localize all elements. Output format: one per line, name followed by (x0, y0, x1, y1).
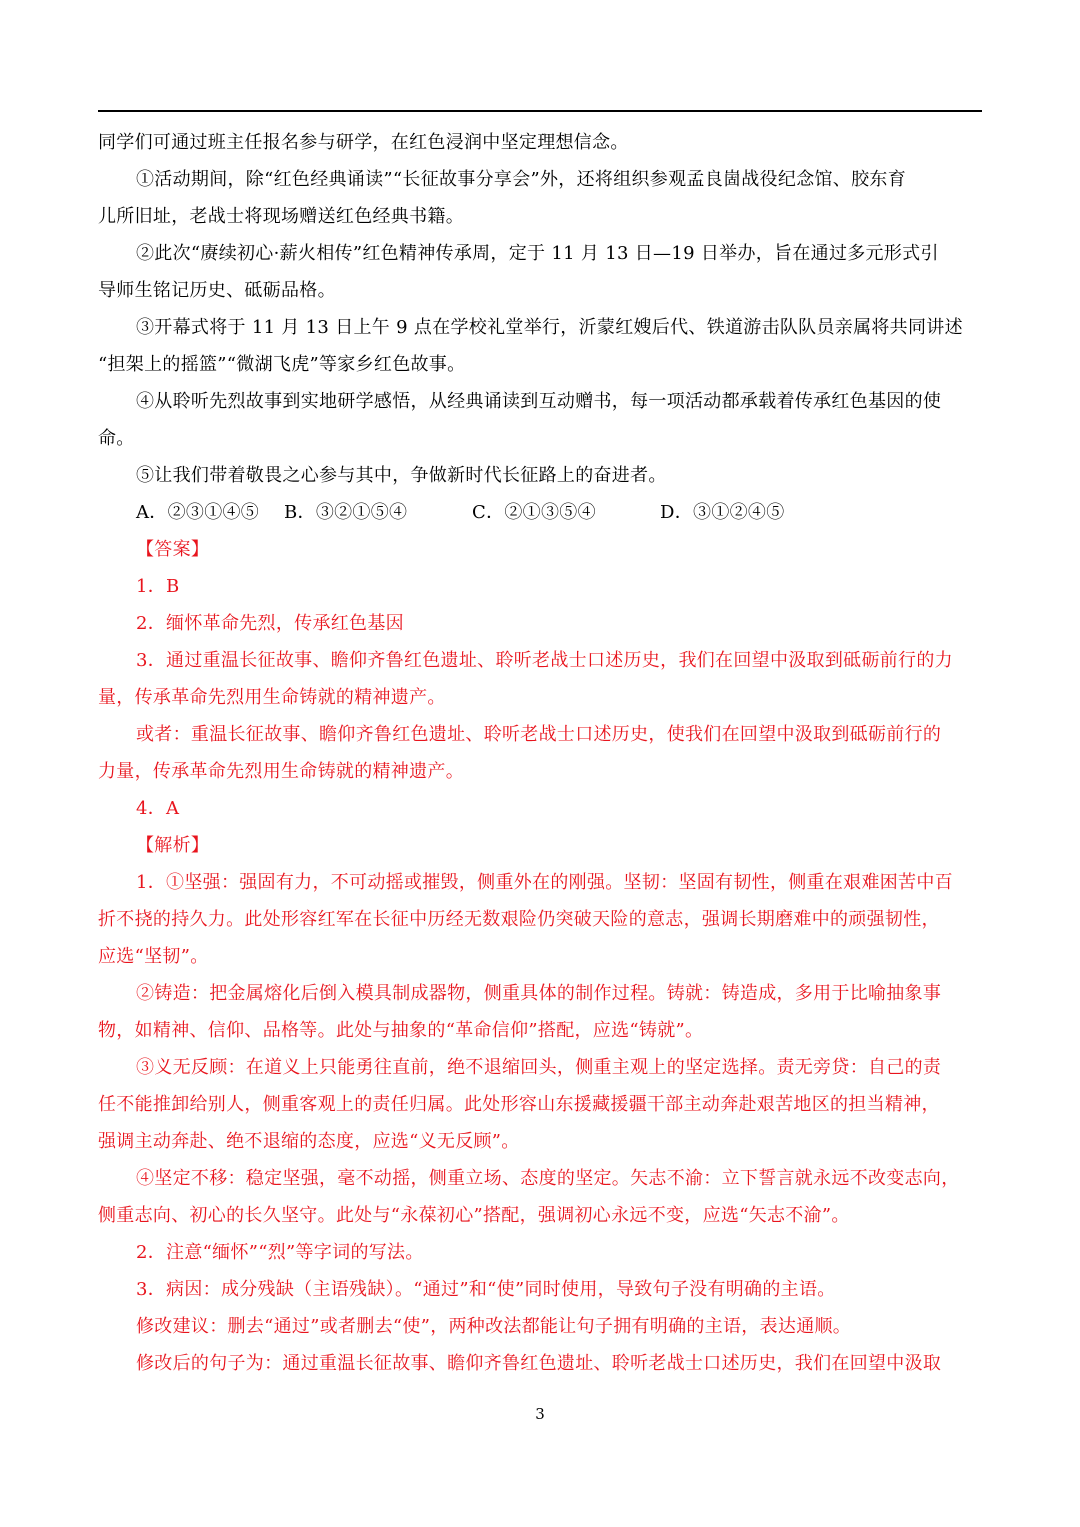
text-line: 折不挠的持久力。此处形容红军在长征中历经无数艰险仍突破天险的意志，强调长期磨难中的顽强韧性， (98, 909, 940, 930)
text-line: ③义无反顾：在道义上只能勇往直前，绝不退缩回头，侧重主观上的坚定选择。责无旁贷：自己的责 (136, 1057, 942, 1078)
text-line: 应选“坚韧”。 (98, 946, 209, 967)
answer-options (98, 494, 982, 531)
page-number: 3 (535, 1405, 545, 1423)
text-line: ④坚定不移：稳定坚强，毫不动摇，侧重立场、态度的坚定。矢志不渝：立下誓言就永远不改变志向， (136, 1168, 960, 1189)
answer-analysis-block (98, 531, 982, 1382)
option-b: B．③②①⑤④ (284, 502, 408, 523)
question-text-block (98, 124, 982, 494)
page-content (98, 124, 982, 1382)
text-line: 3．通过重温长征故事、瞻仰齐鲁红色遗址、聆听老战士口述历史，我们在回望中汲取到砥砺前行的力 (136, 650, 953, 671)
text-line: 力量，传承革命先烈用生命铸就的精神遗产。 (98, 761, 464, 782)
option-c: C．②①③⑤④ (472, 502, 596, 523)
text-line: 修改建议：删去“通过”或者删去“使”，两种改法都能让句子拥有明确的主语，表达通顺。 (136, 1316, 852, 1337)
text-line: 侧重志向、初心的长久坚守。此处与“永葆初心”搭配，强调初心永远不变，应选“矢志不渝”。 (98, 1205, 850, 1226)
text-line: ⑤让我们带着敬畏之心参与其中，争做新时代长征路上的奋进者。 (136, 465, 667, 486)
option-a: A．②③①④⑤ (136, 502, 260, 523)
text-line: 命。 (98, 428, 135, 449)
text-line: 或者：重温长征故事、瞻仰齐鲁红色遗址、聆听老战士口述历史，使我们在回望中汲取到砥砺前行的 (136, 724, 942, 745)
text-line: 导师生铭记历史、砥砺品格。 (98, 280, 336, 301)
text-line: 量，传承革命先烈用生命铸就的精神遗产。 (98, 687, 446, 708)
text-line: 同学们可通过班主任报名参与研学，在红色浸润中坚定理想信念。 (98, 132, 629, 153)
text-line: 2．缅怀革命先烈，传承红色基因 (136, 613, 404, 634)
text-line: 4．A (136, 798, 180, 819)
text-line: 任不能推卸给别人，侧重客观上的责任归属。此处形容山东援藏援疆干部主动奔赴艰苦地区的担当精神， (98, 1094, 940, 1115)
text-line: ②此次“赓续初心·薪火相传”红色精神传承周，定于 11 月 13 日—19 日举办，旨在通过多元形式引 (136, 243, 939, 264)
text-line: 【解析】 (136, 835, 210, 856)
text-line: “担架上的摇篮”“微湖飞虎”等家乡红色故事。 (98, 354, 466, 375)
text-line: 1．B (136, 576, 180, 597)
text-line: 【答案】 (136, 539, 210, 560)
text-line: 1．①坚强：强固有力，不可动摇或摧毁，侧重外在的刚强。坚韧：坚固有韧性，侧重在艰难困苦中百 (136, 872, 953, 893)
header-rule (98, 110, 982, 112)
text-line: ②铸造：把金属熔化后倒入模具制成器物，侧重具体的制作过程。铸就：铸造成，多用于比喻抽象事 (136, 983, 942, 1004)
text-line: ④从聆听先烈故事到实地研学感悟，从经典诵读到互动赠书，每一项活动都承载着传承红色基因的使 (136, 391, 942, 412)
text-line: 修改后的句子为：通过重温长征故事、瞻仰齐鲁红色遗址、聆听老战士口述历史，我们在回望中汲取 (136, 1353, 942, 1374)
text-line: 3．病因：成分残缺（主语残缺）。“通过”和“使”同时使用，导致句子没有明确的主语。 (136, 1279, 836, 1300)
text-line: ①活动期间，除“红色经典诵读”“长征故事分享会”外，还将组织参观孟良崮战役纪念馆、胶东育 (136, 169, 907, 190)
text-line: 儿所旧址，老战士将现场赠送红色经典书籍。 (98, 206, 464, 227)
text-line: 物，如精神、信仰、品格等。此处与抽象的“革命信仰”搭配，应选“铸就”。 (98, 1020, 704, 1041)
text-line: 2．注意“缅怀”“烈”等字词的写法。 (136, 1242, 424, 1263)
option-d: D．③①②④⑤ (660, 502, 785, 523)
text-line: 强调主动奔赴、绝不退缩的态度，应选“义无反顾”。 (98, 1131, 520, 1152)
text-line: ③开幕式将于 11 月 13 日上午 9 点在学校礼堂举行，沂蒙红嫂后代、铁道游击队队员亲属将共同讲述 (136, 317, 963, 338)
